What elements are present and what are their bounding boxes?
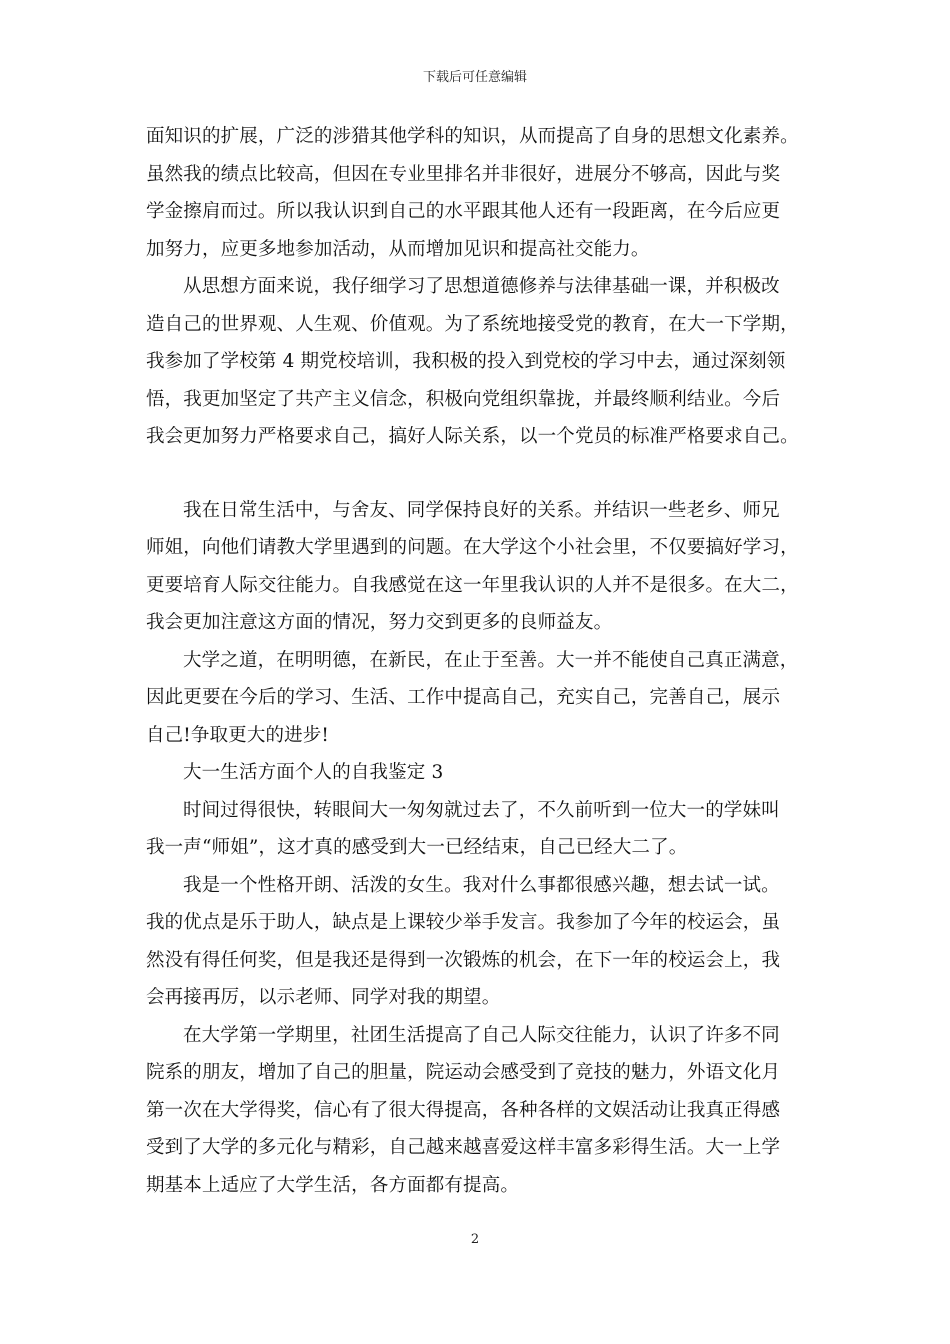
- text-line: 第一次在大学得奖，信心有了很大得提高，各种各样的文娱活动让我真正得感: [146, 1099, 781, 1121]
- text-line: 我的优点是乐于助人，缺点是上课较少举手发言。我参加了今年的校运会，虽: [146, 912, 781, 933]
- text-line: 受到了大学的多元化与精彩，自己越来越喜爱这样丰富多彩得生活。大一上学: [146, 1137, 781, 1158]
- text-line: 我是一个性格开朗、活泼的女生。我对什么事都很感兴趣，想去试一试。: [183, 874, 780, 896]
- text-line: 悟，我更加坚定了共产主义信念，积极向党组织靠拢，并最终顺利结业。今后: [146, 388, 781, 410]
- text-line: 更要培育人际交往能力。自我感觉在这一年里我认识的人并不是很多。在大二，: [146, 574, 799, 596]
- text-line: 我一声“师姐”，这才真的感受到大一已经结束，自己已经大二了。: [146, 837, 688, 858]
- paragraph: [146, 867, 826, 1017]
- paragraph: [146, 792, 826, 867]
- text-line: 虽然我的绩点比较高，但因在专业里排名并非很好，进展分不够高，因此与奖: [146, 163, 781, 185]
- paragraph: [146, 118, 826, 268]
- text-line: 在大学第一学期里，社团生活提高了自己人际交往能力，认识了许多不同: [183, 1024, 780, 1046]
- text-line: 我会更加努力严格要求自己，搞好人际关系，以一个党员的标准严格要求自己。: [146, 426, 799, 447]
- paragraph-gap: [146, 456, 826, 492]
- text-line: 期基本上适应了大学生活，各方面都有提高。: [146, 1174, 520, 1196]
- text-line: 加努力，应更多地参加活动，从而增加见识和提高社交能力。: [146, 238, 650, 260]
- page-header: 下载后可任意编辑: [422, 70, 527, 85]
- text-line: 师姐，向他们请教大学里遇到的问题。在大学这个小社会里，不仅要搞好学习，: [146, 537, 799, 558]
- text-line: 时间过得很快，转眼间大一匆匆就过去了，不久前听到一位大一的学妹叫: [183, 799, 780, 821]
- text-line: 因此更要在今后的学习、生活、工作中提高自己，充实自己，完善自己，展示: [146, 687, 781, 708]
- text-line: 大一生活方面个人的自我鉴定 3: [183, 762, 444, 783]
- text-line: 自己!争取更大的进步!: [146, 724, 330, 746]
- paragraph: [146, 492, 826, 642]
- paragraph: [146, 1017, 826, 1205]
- text-line: 大学之道，在明明德，在新民，在止于至善。大一并不能使自己真正满意，: [183, 649, 799, 671]
- text-line: 造自己的世界观、人生观、价值观。为了系统地接受党的教育，在大一下学期，: [146, 313, 799, 335]
- text-line: 面知识的扩展，广泛的涉猎其他学科的知识，从而提高了自身的思想文化素养。: [146, 126, 799, 147]
- text-line: 然没有得任何奖，但是我还是得到一次锻炼的机会，在下一年的校运会上，我: [146, 949, 781, 971]
- text-line: 院系的朋友，增加了自己的胆量，院运动会感受到了竞技的魅力，外语文化月: [146, 1062, 781, 1083]
- text-line: 学金擦肩而过。所以我认识到自己的水平跟其他人还有一段距离，在今后应更: [146, 201, 781, 222]
- text-line: 我参加了学校第 4 期党校培训，我积极的投入到党校的学习中去，通过深刻领: [146, 351, 786, 372]
- paragraph: [146, 754, 826, 792]
- document-body: [146, 118, 826, 1204]
- text-line: 我在日常生活中，与舍友、同学保持良好的关系。并结识一些老乡、师兄: [183, 499, 780, 521]
- page-number: 2: [470, 1232, 480, 1247]
- paragraph: [146, 642, 826, 755]
- text-line: 从思想方面来说，我仔细学习了思想道德修养与法律基础一课，并积极改: [183, 276, 780, 297]
- text-line: 会再接再厉，以示老师、同学对我的期望。: [146, 987, 501, 1008]
- paragraph: [146, 268, 826, 456]
- text-line: 我会更加注意这方面的情况，努力交到更多的良师益友。: [146, 612, 613, 633]
